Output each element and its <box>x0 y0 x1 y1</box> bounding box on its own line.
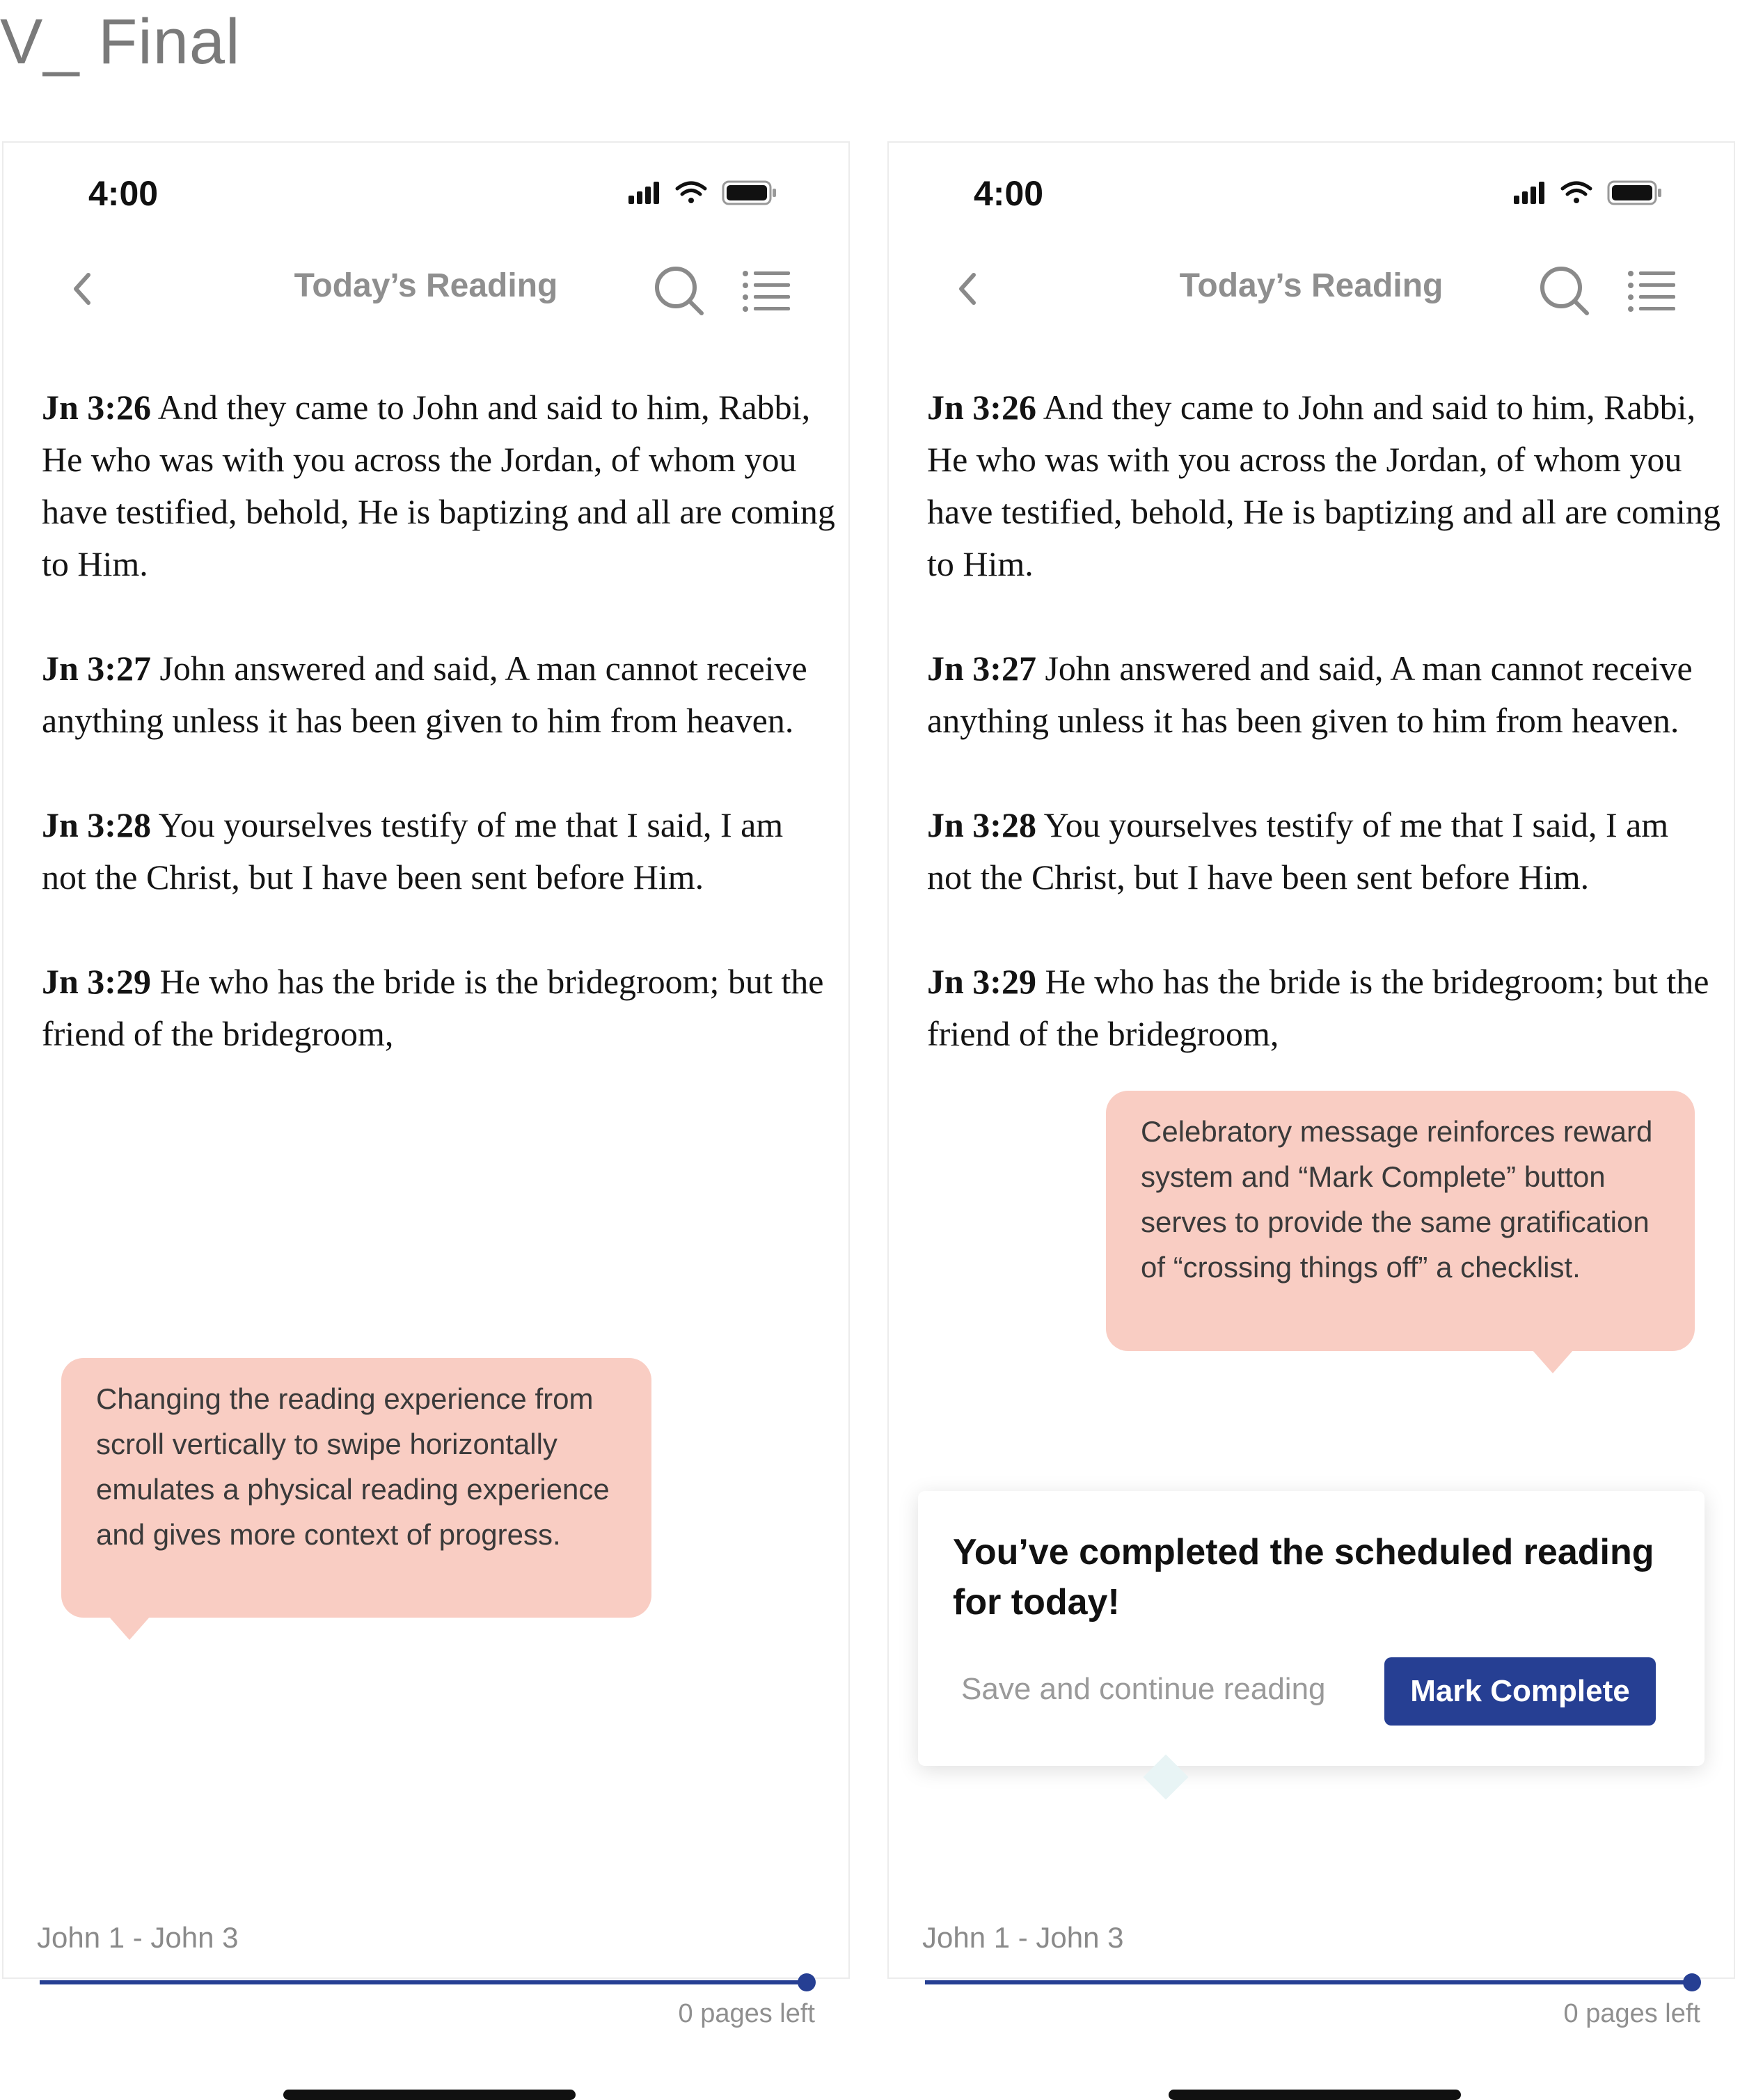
wifi-icon <box>1563 183 1590 203</box>
verse-ref: Jn 3:29 <box>927 962 1036 1001</box>
callout-pointer <box>109 1616 150 1640</box>
annotation-callout-left <box>61 1358 651 1618</box>
verse-text: John answered and said, A man cannot receive anything unless it has been given to him from heaven. <box>42 649 807 740</box>
home-indicator[interactable] <box>283 2090 576 2100</box>
verse <box>927 642 1721 747</box>
reading-progress-bar <box>925 1980 1693 1984</box>
search-icon <box>1542 269 1587 313</box>
verse-ref: Jn 3:28 <box>927 805 1036 844</box>
home-indicator[interactable] <box>1169 2090 1461 2100</box>
mark-complete-button[interactable]: Mark Complete <box>1384 1657 1656 1726</box>
battery-icon <box>723 182 776 204</box>
table-of-contents-button[interactable] <box>1627 268 1677 314</box>
verse-ref: Jn 3:26 <box>42 388 151 427</box>
reading-range-label: John 1 - John 3 <box>37 1921 239 1954</box>
annotation-text: Celebratory message reinforces reward system and “Mark Complete” button serves to provide the same gratification of “crossing things off” a checklist. <box>1141 1115 1653 1284</box>
verse-text: You yourselves testify of me that I said, I am not the Christ, but I have been sent before Him. <box>42 805 784 897</box>
verse <box>927 956 1721 1060</box>
pages-left-label: 0 pages left <box>1563 1999 1700 2028</box>
verse-ref: Jn 3:28 <box>42 805 151 844</box>
verse-ref: Jn 3:26 <box>927 388 1036 427</box>
verse <box>42 799 835 903</box>
progress-fill <box>40 1980 807 1984</box>
signal-icon <box>628 182 659 204</box>
callout-pointer <box>1532 1350 1574 1373</box>
signal-icon <box>1514 182 1544 204</box>
progress-fill <box>925 1980 1693 1984</box>
status-time: 4:00 <box>974 174 1044 213</box>
search-icon <box>657 269 702 313</box>
verse <box>927 799 1721 903</box>
status-icons <box>628 179 779 207</box>
phone-screen-completed <box>887 141 1735 2028</box>
list-icon <box>1628 271 1675 312</box>
verse <box>42 956 835 1060</box>
reading-progress-bar <box>40 1980 807 1984</box>
completion-message: You’ve completed the scheduled reading for today! <box>953 1532 1654 1623</box>
status-icons <box>1514 179 1664 207</box>
verse <box>42 642 835 747</box>
annotation-text: Changing the reading experience from scroll vertically to swipe horizontally emulates a physical reading experience and gives more context of progress. <box>96 1382 610 1551</box>
table-of-contents-button[interactable] <box>741 268 791 314</box>
verse-text: And they came to John and said to him, Rabbi, He who was with you across the Jordan, of whom you have testified, behold, He is baptizing and all are coming to Him. <box>42 388 835 583</box>
verse <box>42 381 835 590</box>
verse-text: He who has the bride is the bridegroom; but the friend of the bridegroom, <box>42 962 824 1053</box>
verse-ref: Jn 3:29 <box>42 962 151 1001</box>
verse-text: John answered and said, A man cannot receive anything unless it has been given to him from heaven. <box>927 649 1693 740</box>
nav-title: Today’s Reading <box>294 267 558 304</box>
progress-thumb[interactable] <box>1683 1973 1701 1991</box>
page-title: V_ Final <box>0 6 241 77</box>
scripture-text <box>927 381 1721 1112</box>
phone-screen-reading <box>2 141 850 2028</box>
search-button[interactable] <box>1538 265 1591 317</box>
reading-range-label: John 1 - John 3 <box>922 1921 1124 1954</box>
verse-ref: Jn 3:27 <box>42 649 151 688</box>
search-button[interactable] <box>653 265 706 317</box>
scripture-text <box>42 381 835 1112</box>
nav-title: Today’s Reading <box>1179 267 1444 304</box>
list-icon <box>743 271 790 312</box>
verse-text: He who has the bride is the bridegroom; but the friend of the bridegroom, <box>927 962 1709 1053</box>
progress-thumb[interactable] <box>798 1973 816 1991</box>
wifi-icon <box>677 183 705 203</box>
annotation-callout-right <box>1106 1091 1695 1351</box>
battery-icon <box>1608 182 1661 204</box>
verse-ref: Jn 3:27 <box>927 649 1036 688</box>
verse-text: And they came to John and said to him, Rabbi, He who was with you across the Jordan, of whom you have testified, behold, He is baptizing and all are coming to Him. <box>927 388 1721 583</box>
verse-text: You yourselves testify of me that I said, I am not the Christ, but I have been sent before Him. <box>927 805 1669 897</box>
status-time: 4:00 <box>88 174 159 213</box>
verse <box>927 381 1721 590</box>
save-continue-button[interactable]: Save and continue reading <box>961 1672 1326 1706</box>
pages-left-label: 0 pages left <box>678 1999 815 2028</box>
completion-modal <box>918 1491 1705 1766</box>
